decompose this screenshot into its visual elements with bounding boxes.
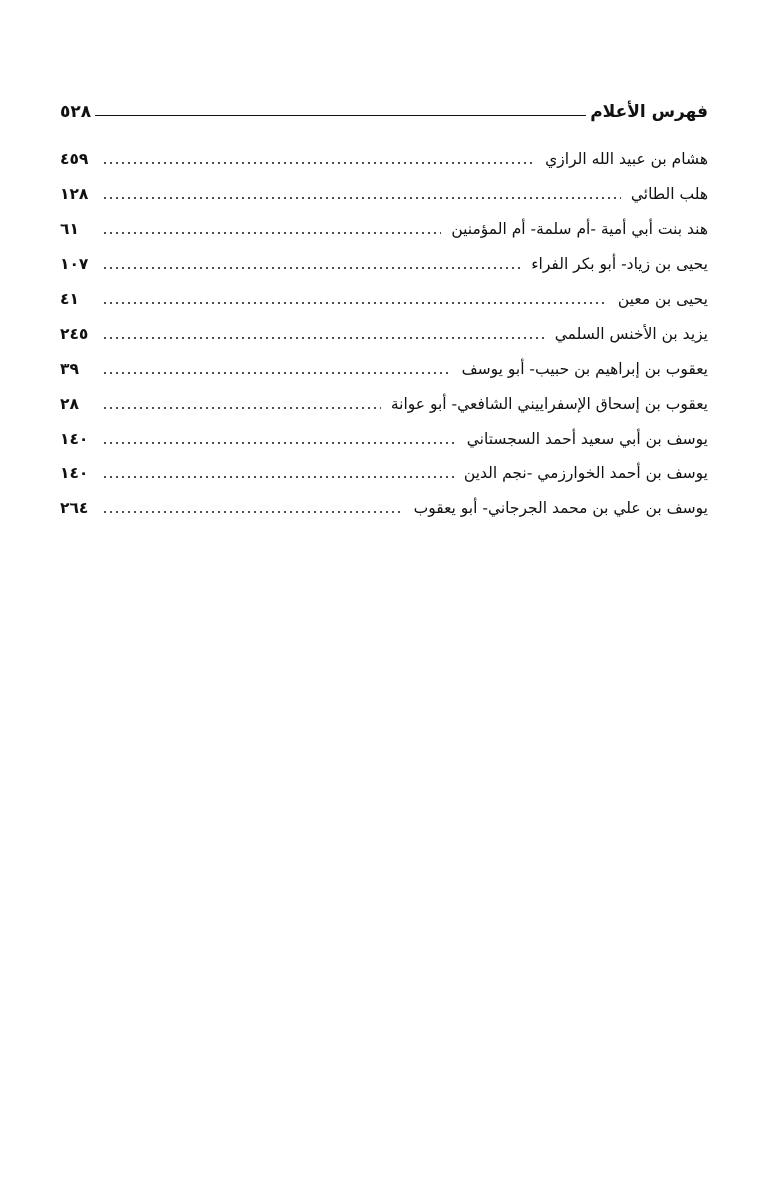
index-entry <box>60 456 708 491</box>
dot-leader <box>102 197 621 199</box>
dot-leader <box>102 476 454 478</box>
entry-name: يوسف بن أحمد الخوارزمي -نجم الدين <box>463 464 708 483</box>
entry-name: يحيى بن معين <box>617 290 708 308</box>
running-header <box>60 92 708 122</box>
dot-leader <box>102 267 521 269</box>
entry-name: هند بنت أبي أمية -أم سلمة- أم المؤمنين <box>451 220 708 239</box>
dot-leader <box>102 511 404 513</box>
entry-page-number: ٤١ <box>60 290 79 308</box>
index-entry <box>60 177 708 212</box>
dot-leader <box>102 372 452 374</box>
entry-name: يحيى بن زياد- أبو بكر الفراء <box>531 255 708 274</box>
entry-page-number: ٢٤٥ <box>60 324 89 343</box>
entry-name: يعقوب بن إبراهيم بن حبيب- أبو يوسف <box>461 359 708 378</box>
entry-page-number: ٢٦٤ <box>60 499 89 518</box>
index-entry <box>60 421 708 456</box>
entry-name: يعقوب بن إسحاق الإسفراييني الشافعي- أبو عوانة <box>390 394 708 413</box>
index-entry <box>60 212 708 247</box>
entry-name: هلب الطائي <box>630 185 708 204</box>
entry-name: يوسف بن علي بن محمد الجرجاني- أبو يعقوب <box>413 499 708 518</box>
entry-page-number: ١٤٠ <box>60 429 89 448</box>
entry-page-number: ٢٨ <box>60 394 79 413</box>
header-rule <box>95 115 586 116</box>
dot-leader <box>102 162 535 164</box>
index-entry <box>60 247 708 282</box>
index-entry <box>60 282 708 317</box>
dot-leader <box>102 442 457 444</box>
entry-name: هشام بن عبيد الله الرازي <box>545 150 708 169</box>
entry-page-number: ١٢٨ <box>60 185 89 204</box>
index-entries <box>60 142 708 526</box>
index-entry <box>60 142 708 177</box>
index-title: فهرس الأعلام <box>590 102 708 122</box>
entry-page-number: ٤٥٩ <box>60 150 89 169</box>
dot-leader <box>102 302 608 304</box>
index-entry <box>60 351 708 386</box>
page-number: ٥٢٨ <box>60 102 92 122</box>
dot-leader <box>102 337 545 339</box>
index-entry <box>60 491 708 526</box>
entry-page-number: ١٠٧ <box>60 255 89 274</box>
index-entry <box>60 386 708 421</box>
dot-leader <box>102 232 441 234</box>
entry-name: يوسف بن أبي سعيد أحمد السجستاني <box>466 429 708 448</box>
index-entry <box>60 316 708 351</box>
entry-page-number: ١٤٠ <box>60 464 89 483</box>
entry-name: يزيد بن الأخنس السلمي <box>554 324 708 343</box>
dot-leader <box>102 407 381 409</box>
entry-page-number: ٣٩ <box>60 359 79 378</box>
entry-page-number: ٦١ <box>60 220 79 239</box>
